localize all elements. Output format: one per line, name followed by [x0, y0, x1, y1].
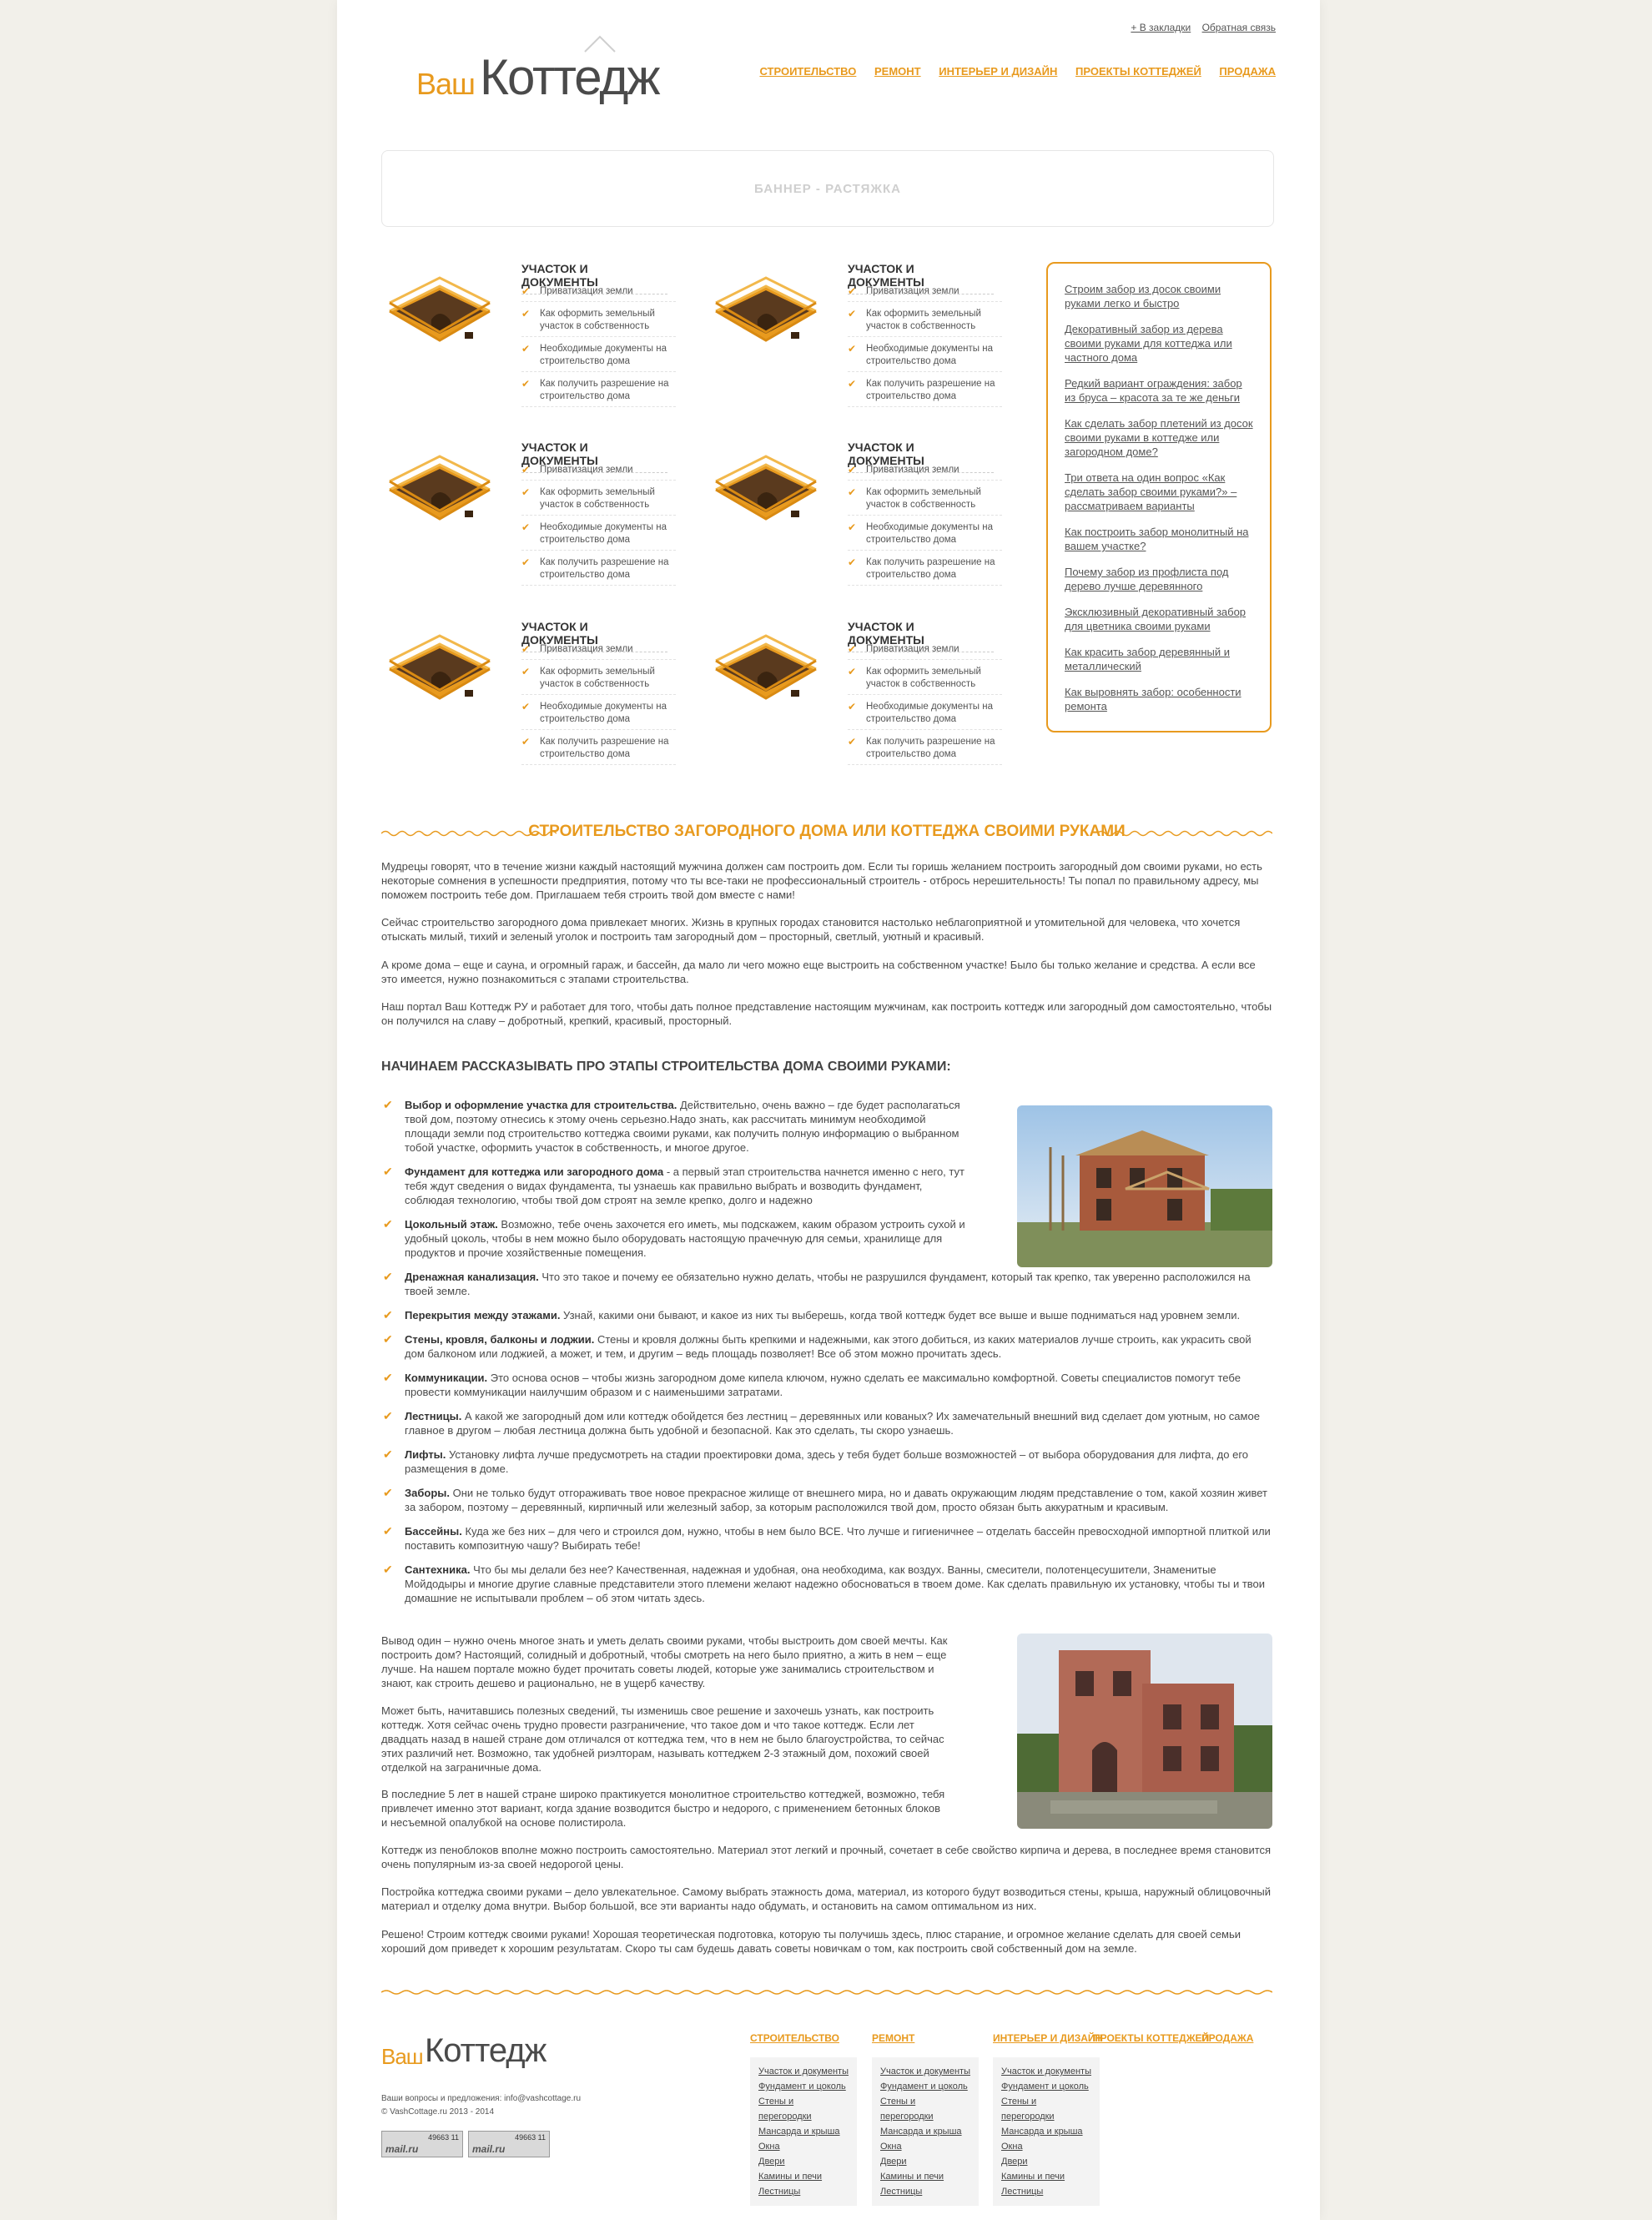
category-block [708, 440, 1033, 607]
footer-link[interactable]: Участок и документы [1001, 2066, 1091, 2077]
step-text: Узнай, какими они бывают, и какое из них ты выберешь, когда твой коттедж будет все выше и выше подниматься над уровнем земли. [560, 1309, 1241, 1321]
category-title[interactable]: УЧАСТОК И ДОКУМЕНТЫ [848, 262, 994, 294]
step-item [381, 1165, 972, 1207]
category-link[interactable]: ✔ Необходимые документы на строительство дома [521, 343, 676, 372]
nav-construction[interactable]: СТРОИТЕЛЬСТВО [759, 65, 857, 78]
category-block [381, 262, 707, 429]
category-links [848, 464, 1002, 591]
step-title[interactable]: Фундамент для коттеджа или загородного дома [405, 1165, 664, 1178]
counter-brand: mail.ru [385, 2143, 419, 2155]
counters [381, 2131, 548, 2159]
step-text: Возможно, тебе очень захочется его иметь, мы подскажем, каким образом устроить сухой и удобный цоколь, чтобы в нем можно было оборудовать настоящую прачечную для семьи, хранилище для продуктов и прочие хозяйственные помещения. [405, 1218, 965, 1259]
category-link[interactable]: ✔ Как оформить земельный участок в собственность [521, 308, 676, 337]
category-link[interactable]: ✔ Как оформить земельный участок в собственность [848, 666, 1002, 695]
feedback-link[interactable]: Обратная связь [1201, 22, 1276, 33]
category-link[interactable]: ✔ Необходимые документы на строительство дома [848, 701, 1002, 730]
step-item [381, 1332, 1272, 1361]
category-link[interactable]: ✔ Как получить разрешение на строительство дома [848, 378, 1002, 407]
sidebar-article-link[interactable]: Как выровнять забор: особенности ремонта [1065, 686, 1242, 712]
footer-link[interactable]: Двери [758, 2157, 785, 2167]
step-item [381, 1270, 1272, 1298]
step-item [381, 1524, 1272, 1553]
category-block [708, 262, 1033, 429]
step-text: Это основа основ – чтобы жизнь загородном доме кипела ключом, нужно сделать ее максимально комфортной. Советы специалистов помогут тебе провести коммуникации наилучшим образом и с наименьшими затратами. [405, 1372, 1241, 1398]
category-link[interactable]: ✔ Как получить разрешение на строительство дома [848, 736, 1002, 765]
category-link[interactable]: ✔ Необходимые документы на строительство дома [848, 521, 1002, 551]
house-photo-2 [1017, 1634, 1272, 1829]
counter-brand: mail.ru [472, 2143, 506, 2155]
category-link[interactable]: ✔ Как получить разрешение на строительство дома [521, 736, 676, 765]
step-text: Стены и кровля должны быть крепкими и надежными, как этого добиться, из каких материалов лучше строить, как украсить свой дом балконом или лоджией, а может, и тем, и другим – ведь площадь позволяет! Все об этом можно прочитать здесь. [405, 1333, 1252, 1360]
outro-paragraph: Решено! Строим коттедж своими руками! Хорошая теоретическая подготовка, которую ты получишь здесь, плюс старание, и огромное желание сделать для своей семьи хороший дом приведет к хорошим результатам. Скоро ты сам будешь давать советы новичкам о том, как построить свой собственный дом на земле. [381, 1928, 1242, 1955]
house-icon [583, 33, 617, 53]
step-text: Установку лифта лучше предусмотреть на стадии проектировки дома, здесь у тебя будет больше возможностей – от выбора оборудования для лифта, до его размещения в доме. [405, 1448, 1249, 1475]
step-title[interactable]: Лифты. [405, 1448, 446, 1461]
sidebar-article-link[interactable]: Почему забор из профлиста под дерево лучше деревянного [1065, 566, 1229, 592]
section-heading [381, 821, 1272, 846]
category-link[interactable]: ✔ Как получить разрешение на строительство дома [521, 378, 676, 407]
category-link[interactable]: ✔ Необходимые документы на строительство дома [521, 701, 676, 730]
category-link[interactable]: ✔ Необходимые документы на строительство дома [848, 343, 1002, 372]
step-text: Что это такое и почему ее обязательно нужно делать, чтобы не разрушился фундамент, который так крепко, так уверенно расположился на твоей земле. [405, 1271, 1251, 1297]
category-link[interactable]: ✔ Приватизация земли [848, 464, 1002, 481]
category-title[interactable]: УЧАСТОК И ДОКУМЕНТЫ [848, 440, 994, 473]
footer-wave-divider [381, 1989, 1272, 1996]
outro-paragraph: Постройка коттеджа своими руками – дело увлекательное. Самому выбрать этажность дома, материал, из которого будут возводиться стены, крыша, наружный облицовочный материал и отделку дома внутри. Выбор большой, все эти варианты надо обдумать, и остановить на самом оптимальном из них. [381, 1885, 1272, 1912]
nav-projects[interactable]: ПРОЕКТЫ КОТТЕДЖЕЙ [1075, 65, 1201, 78]
step-item [381, 1308, 1272, 1322]
step-text: - а первый этап строительства начнется именно с него, тут тебя ждут сведения о видах фундамента, ты узнаешь как правильно выбрать и возводить фундамент, соблюдая технологию, чтобы твой дом строят на земле крепко, долго и надежно [405, 1165, 965, 1206]
footer-link[interactable]: Мансарда и крыша [1001, 2127, 1083, 2137]
footer-nav-construction[interactable]: СТРОИТЕЛЬСТВО [750, 2032, 839, 2044]
step-title[interactable]: Цокольный этаж. [405, 1218, 498, 1231]
step-title[interactable]: Лестницы. [405, 1410, 462, 1422]
footer-link[interactable]: Участок и документы [758, 2066, 849, 2077]
counter-sub: 11 [537, 2133, 546, 2142]
outro-paragraph: Коттедж из пеноблоков вполне можно построить самостоятельно. Материал этот легкий и прочный, сочетает в себе свойство кирпича и дерева, в последнее время становится очень популярным из-за своей недорогой цены. [381, 1844, 1272, 1870]
step-text: Действительно, очень важно – где будет располагаться твой дом, поэтому отнесись к этому очень серьезно.Надо знать, как рассчитать минимум необходимой площади земли под строительство коттеджа своими руками, как получить полную информацию о выбранном тобой участке, оформить участок в собственность, и многое другое. [405, 1099, 960, 1154]
sidebar-article-link[interactable]: Как сделать забор плетений из досок своими руками в коттедже или загородном доме? [1065, 417, 1253, 458]
plot-fence-icon [708, 274, 824, 350]
sidebar-article-link[interactable]: Эксклюзивный декоративный забор для цветника своими руками [1065, 606, 1247, 632]
category-link[interactable]: ✔ Приватизация земли [521, 464, 676, 481]
step-title[interactable]: Стены, кровля, балконы и лоджии. [405, 1333, 595, 1346]
category-block [381, 440, 707, 607]
footer-link[interactable]: Камины и печи [1001, 2172, 1065, 2182]
step-title[interactable]: Бассейны. [405, 1525, 462, 1538]
wave-divider-right [1097, 829, 1272, 838]
step-text: А какой же загородный дом или коттедж обойдется без лестниц – деревянных или кованых? Их замечательный внешний вид сделает дом уютным, но самое главное в другом – любая лестница должна быть удобной и безопасной. Как это сделать, ты скоро узнаешь. [405, 1410, 1260, 1437]
logo-word-2: Коттедж [480, 49, 659, 105]
footer-copyright: © VashCottage.ru 2013 - 2014 [381, 2107, 495, 2117]
category-title[interactable]: УЧАСТОК И ДОКУМЕНТЫ [521, 440, 667, 473]
category-block [708, 620, 1033, 787]
nav-repair[interactable]: РЕМОНТ [874, 65, 921, 78]
footer-link[interactable]: Камины и печи [758, 2172, 823, 2182]
step-text: Они не только будут отгораживать твое новое прекрасное жилище от внешнего мира, но и давать окружающим людям представление о том, какой хозяин живет за забором, поэтому – деревянный, кирпичный или железный забор, за которым расположился твой дом, просто обязан быть аккуратным и красивым. [405, 1487, 1267, 1513]
step-text: Что бы мы делали без нее? Качественная, надежная и удобная, она необходима, как воздух. Ванны, смесители, полотенцесушители, Знаменитые Мойдодыры и многие другие славные представители этого племени желают надежно обосноваться в твоем доме. Как сделать правильную их установку, чтобы ты и твои домашние не испытывали проблем – об этом читать здесь. [405, 1563, 1266, 1604]
category-link[interactable]: ✔ Как оформить земельный участок в собственность [848, 308, 1002, 337]
category-links [521, 285, 676, 413]
footer-logo[interactable] [381, 2032, 548, 2074]
footer-link[interactable]: Стены и перегородки [758, 2097, 812, 2122]
category-link[interactable]: ✔ Необходимые документы на строительство дома [521, 521, 676, 551]
plot-fence-icon [381, 632, 498, 708]
category-link[interactable]: ✔ Как получить разрешение на строительство дома [521, 556, 676, 586]
step-title[interactable]: Сантехника. [405, 1563, 471, 1576]
category-links [521, 643, 676, 771]
plot-fence-icon [708, 632, 824, 708]
step-title[interactable]: Перекрытия между этажами. [405, 1309, 561, 1321]
intro-paragraph: Сейчас строительство загородного дома привлекает многих. Жизнь в крупных городах становится настолько неблагоприятной и утомительной для человека, что хочется отыскать милый, тихий и зеленый уголок и построить там загородный дом – просторный, светлый, уютный и красивый. [381, 916, 1241, 943]
counter-sub: 11 [451, 2133, 459, 2142]
footer-link[interactable]: Двери [880, 2157, 907, 2167]
logo-word-1: Ваш [416, 67, 475, 101]
footer-link[interactable]: Окна [758, 2142, 780, 2152]
step-item [381, 1098, 972, 1155]
category-link[interactable]: ✔ Как получить разрешение на строительство дома [848, 556, 1002, 586]
outro-paragraph: В последние 5 лет в нашей стране широко практикуется монолитное строительство коттеджей, возможно, тебя привлечет именно этот вариант, когда здание возводится быстро и недорого, с применением бетонных блоков и несъемной опалубкой на основе полистирола. [381, 1788, 945, 1829]
footer-link[interactable]: Стены и перегородки [880, 2097, 934, 2122]
section-title: СТРОИТЕЛЬСТВО ЗАГОРОДНОГО ДОМА ИЛИ КОТТЕДЖА СВОИМИ РУКАМИ [528, 823, 1126, 840]
footer-nav-sale[interactable]: ПРОДАЖА [1201, 2032, 1254, 2044]
banner-placeholder[interactable]: БАННЕР - РАСТЯЖКА [381, 150, 1274, 227]
mailru-counter[interactable] [381, 2131, 463, 2157]
step-item [381, 1409, 1272, 1437]
step-title[interactable]: Выбор и оформление участка для строительства. [405, 1099, 677, 1111]
footer-column-construction [750, 2057, 857, 2206]
category-title[interactable]: УЧАСТОК И ДОКУМЕНТЫ [521, 620, 667, 652]
outro-paragraph: Вывод один – нужно очень многое знать и уметь делать своими руками, чтобы выстроить дом своей мечты. Как построить дом? Настоящий, солидный и добротный, чтобы смотреть на него было приятно, а жить в нем – еще лучше. На нашем портале можно будет прочитать советы людей, которые уже занимались строительством и знают, как строить дешево и рационально, не в ущерб качеству. [381, 1634, 948, 1689]
intro-paragraph: А кроме дома – еще и сауна, и огромный гараж, и бассейн, да мало ли чего можно еще выстроить на собственном участке! Было бы только желание и средства. А если все это имеется, нужно познакомиться с этапами строительства. [381, 959, 1256, 985]
footer-link[interactable]: Фундамент и цоколь [758, 2082, 846, 2092]
footer-contact: Ваши вопросы и предложения: info@vashcottage.ru [381, 2094, 581, 2103]
footer-link[interactable]: Мансарда и крыша [880, 2127, 962, 2137]
sidebar-links [1046, 262, 1272, 732]
footer-link[interactable]: Двери [1001, 2157, 1028, 2167]
sidebar-article-link[interactable]: Как построить забор монолитный на вашем участке? [1065, 526, 1249, 552]
sidebar-article-link[interactable]: Строим забор из досок своими руками легко и быстро [1065, 283, 1221, 310]
plot-fence-icon [708, 452, 824, 529]
page [337, 0, 1320, 2220]
counter-value: 49663 [515, 2133, 536, 2142]
plot-fence-icon [381, 274, 498, 350]
footer-link[interactable]: Фундамент и цоколь [880, 2082, 968, 2092]
nav-interior[interactable]: ИНТЕРЬЕР И ДИЗАЙН [939, 65, 1058, 78]
category-links [848, 643, 1002, 771]
footer-link[interactable]: Окна [880, 2142, 902, 2152]
nav-sale[interactable]: ПРОДАЖА [1219, 65, 1276, 78]
footer-link[interactable]: Лестницы [880, 2187, 923, 2197]
step-item [381, 1486, 1272, 1514]
intro-paragraph: Мудрецы говорят, что в течение жизни каждый настоящий мужчина должен сам построить дом. Если ты горишь желанием построить загородный дом своими руками, но есть некоторые сомнения в успешности предприятия, потому что ты все-таки не профессиональный строитель - отбрось нерешительность! Ты попал по правильному адресу, мы поможем построить тебе дом. Приглашаем тебя строить твой дом вместе с нами! [381, 860, 1262, 901]
step-title[interactable]: Заборы. [405, 1487, 450, 1499]
step-title[interactable]: Коммуникации. [405, 1372, 488, 1384]
footer-column-interior [993, 2057, 1100, 2206]
category-title[interactable]: УЧАСТОК И ДОКУМЕНТЫ [848, 620, 994, 652]
plot-fence-icon [381, 452, 498, 529]
category-link[interactable]: ✔ Приватизация земли [521, 285, 676, 302]
footer-logo-word-1: Ваш [381, 2044, 423, 2069]
bookmark-link[interactable]: + В закладки [1131, 22, 1191, 33]
step-text: Куда же без них – для чего и строился дом, нужно, чтобы в нем было ВСЕ. Что лучше и гигиеничнее – отделать бассейн превосходной импортной плиткой или поставить композитную чашу? Выбирать тебе! [405, 1525, 1271, 1552]
mailru-counter[interactable] [468, 2131, 550, 2157]
footer-link[interactable]: Участок и документы [880, 2066, 970, 2077]
house-photo-1 [1017, 1105, 1272, 1267]
category-link[interactable]: ✔ Приватизация земли [521, 643, 676, 660]
category-link[interactable]: ✔ Приватизация земли [848, 643, 1002, 660]
top-links [1122, 22, 1276, 33]
step-item [381, 1447, 1272, 1476]
footer-link[interactable]: Мансарда и крыша [758, 2127, 840, 2137]
footer-meta [381, 2092, 581, 2119]
category-links [521, 464, 676, 591]
sidebar-article-link[interactable]: Редкий вариант ограждения: забор из бруса – красота за те же деньги [1065, 377, 1242, 404]
footer-link[interactable]: Стены и перегородки [1001, 2097, 1055, 2122]
sidebar-article-link[interactable]: Три ответа на один вопрос «Как сделать забор своими руками?» – рассматриваем варианты [1065, 471, 1237, 512]
main-nav [744, 65, 1276, 78]
step-item [381, 1563, 1272, 1605]
outro-paragraph: Может быть, начитавшись полезных сведений, ты изменишь свое решение и захочешь узнать, как построить коттедж. Хотя сейчас очень трудно провести разграничение, что такое дом и что такое коттедж. Если лет двадцать назад в нашей стране дом отличался от коттеджа тем, что в нем не было благоустройства, то сейчас этих различий нет. Возможно, так удобней риэлторам, называть коттеджем 2-3 этажный дом, похожий своей отделкой на заграничные дома. [381, 1704, 944, 1774]
step-item [381, 1217, 972, 1260]
category-links [848, 285, 1002, 413]
step-title[interactable]: Дренажная канализация. [405, 1271, 539, 1283]
footer-nav-repair[interactable]: РЕМОНТ [872, 2032, 915, 2044]
category-block [381, 620, 707, 787]
footer-logo-word-2: Коттедж [425, 2032, 546, 2069]
footer-column-repair [872, 2057, 979, 2206]
footer-link[interactable]: Фундамент и цоколь [1001, 2082, 1089, 2092]
footer-link[interactable]: Лестницы [758, 2187, 801, 2197]
counter-value: 49663 [428, 2133, 450, 2142]
footer-link[interactable]: Окна [1001, 2142, 1023, 2152]
category-title[interactable]: УЧАСТОК И ДОКУМЕНТЫ [521, 262, 667, 294]
sidebar-article-link[interactable]: Декоративный забор из дерева своими руками для коттеджа или частного дома [1065, 323, 1232, 364]
footer-nav-interior[interactable]: ИНТЕРЬЕР И ДИЗАЙН [993, 2032, 1103, 2044]
footer-nav-projects[interactable]: ПРОЕКТЫ КОТТЕДЖЕЙ [1093, 2032, 1210, 2044]
category-link[interactable]: ✔ Как оформить земельный участок в собственность [521, 486, 676, 516]
category-link[interactable]: ✔ Как оформить земельный участок в собственность [848, 486, 1002, 516]
footer-link[interactable]: Лестницы [1001, 2187, 1044, 2197]
steps-title: НАЧИНАЕМ РАССКАЗЫВАТЬ ПРО ЭТАПЫ СТРОИТЕЛЬСТВА ДОМА СВОИМИ РУКАМИ: [381, 1060, 951, 1074]
category-link[interactable]: ✔ Как оформить земельный участок в собственность [521, 666, 676, 695]
intro-paragraph: Наш портал Ваш Коттедж РУ и работает для того, чтобы дать полное представление настоящим мужчинам, как построить коттедж или загородный дом самостоятельно, чтобы он получился на славу – добротный, крепкий, красивый, просторный. [381, 1000, 1272, 1027]
category-link[interactable]: ✔ Приватизация земли [848, 285, 1002, 302]
sidebar-article-link[interactable]: Как красить забор деревянный и металлический [1065, 646, 1230, 672]
footer-link[interactable]: Камины и печи [880, 2172, 944, 2182]
step-item [381, 1371, 1272, 1399]
